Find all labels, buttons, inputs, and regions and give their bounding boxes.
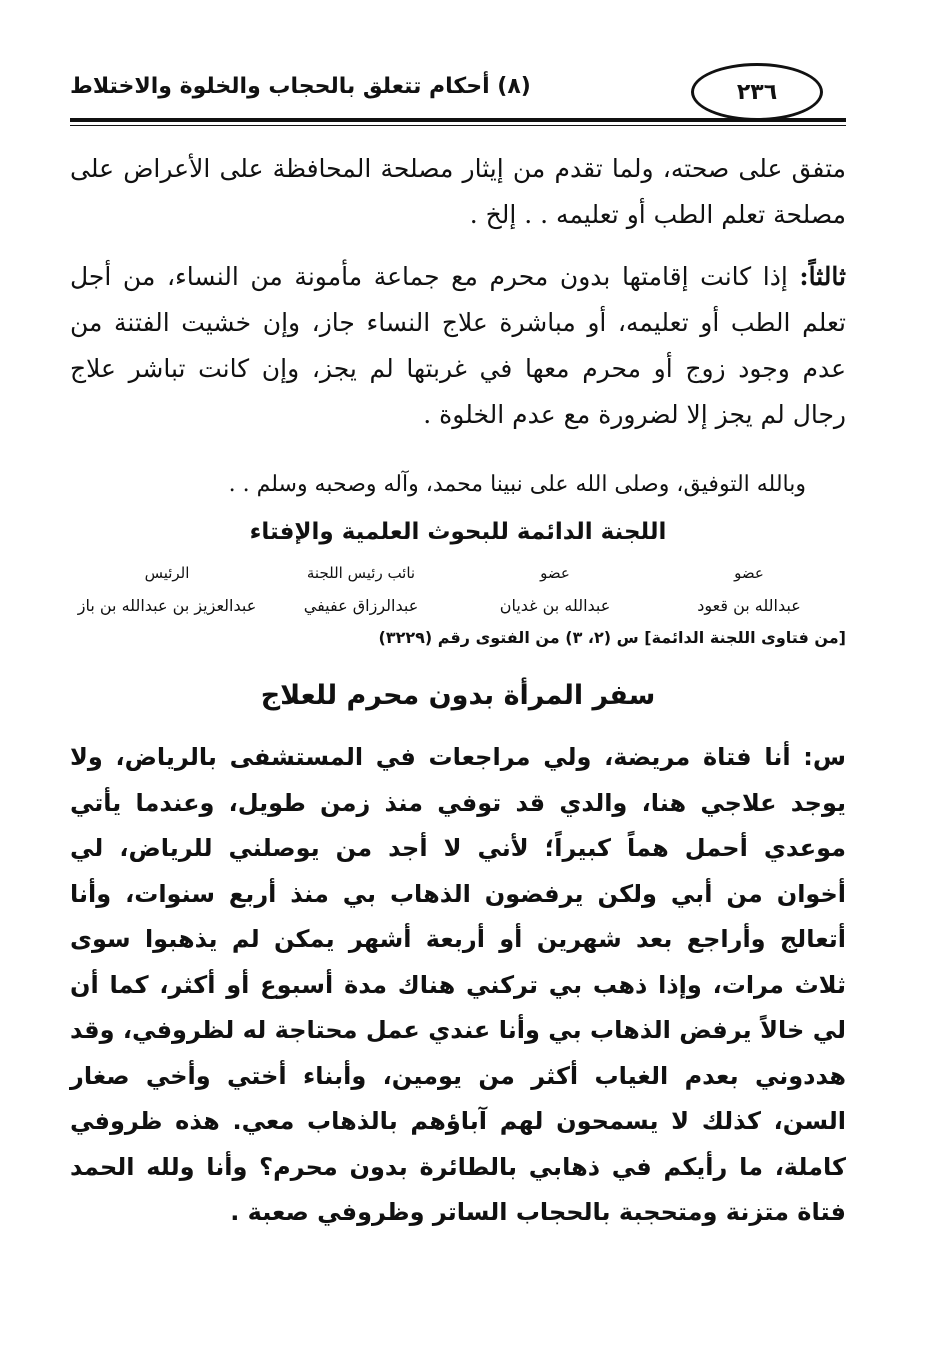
question-text: س: أنا فتاة مريضة، ولي مراجعات في المستشفى بالرياض، ولا يوجد علاجي هنا، والدي قد توفي منذ زمن طويل، وعندما يأتي موعدي أحمل هماً كبيراً؛ لأني لا أجد من يوصلني للرياض، لي أخوان من أبي ولكن يرفضون الذهاب بي منذ أربع سنوات، وأنا أتعالج وأراجع بعد شهرين أو أربعة أشهر يمكن لم يذهبوا سوى ثلاث مرات، وإذا ذهب بي تركني هناك مدة أسبوع أو أكثر، كما أن لي خالاً يرفض الذهاب بي وأنا عندي عمل محتاجة له لظروفي، وقد هددوني بعدم الغياب أكثر من يومين، وأبناء أختي وأخي صغار السن، كذلك لا يسمحون لهم آباؤهم بالذهاب معي. هذه ظروفي كاملة، ما رأيكم في ذهابي بالطائرة بدون محرم؟ وأنا ولله الحمد فتاة متزنة ومتحجبة بالحجاب الساتر وظروفي صعبة . [70, 743, 846, 1226]
name-vice-chairman: عبدالرزاق عفيفي [303, 596, 419, 615]
third-point-text: إذا كانت إقامتها بدون محرم مع جماعة مأمونة من النساء، من أجل تعلم الطب أو تعليمه، أو مباشرة علاج النساء جاز، وإن خشيت الفتنة من عدم وجود زوج أو محرم معها في غربتها لم يجز، وإن كانت تباشر علاج رجال لم يجز إلا لضرورة مع عدم الخلوة . [70, 262, 847, 429]
third-point-lead: ثالثاً: [799, 262, 846, 291]
paragraph-third-point [70, 254, 846, 438]
closing-line: وبالله التوفيق، وصلى الله على نبينا محمد، وآله وصحبه وسلم . . [228, 472, 806, 497]
page-number-text: ٢٣٦ [736, 79, 778, 105]
signatory-names [70, 596, 846, 615]
role-member-2: عضو [540, 564, 570, 582]
role-chairman: الرئيس [144, 564, 190, 582]
committee-name: اللجنة الدائمة للبحوث العلمية والإفتاء [249, 519, 667, 545]
header-rule-thick [70, 118, 846, 122]
header-rule-thin [70, 125, 846, 126]
page-number [691, 63, 823, 121]
running-title: (٨) أحكام تتعلق بالحجاب والخلوة والاختلاط [70, 74, 531, 99]
fatwa-source: [من فتاوى اللجنة الدائمة] س (٢، ٣) من الفتوى رقم (٣٢٢٩) [378, 628, 846, 647]
name-member-1: عبدالله بن قعود [697, 596, 801, 615]
role-vice-chairman: نائب رئيس اللجنة [306, 564, 416, 582]
section-title: سفر المرأة بدون محرم للعلاج [260, 680, 656, 711]
signatory-roles [70, 564, 846, 582]
name-chairman: عبدالعزيز بن عبدالله بن باز [77, 596, 257, 615]
paragraph-continuation: متفق على صحته، ولما تقدم من إيثار مصلحة المحافظة على الأعراض على مصلحة تعلم الطب أو تعليمه . . إلخ . [70, 154, 846, 229]
role-member-1: عضو [734, 564, 764, 582]
name-member-2: عبدالله بن غديان [499, 596, 611, 615]
